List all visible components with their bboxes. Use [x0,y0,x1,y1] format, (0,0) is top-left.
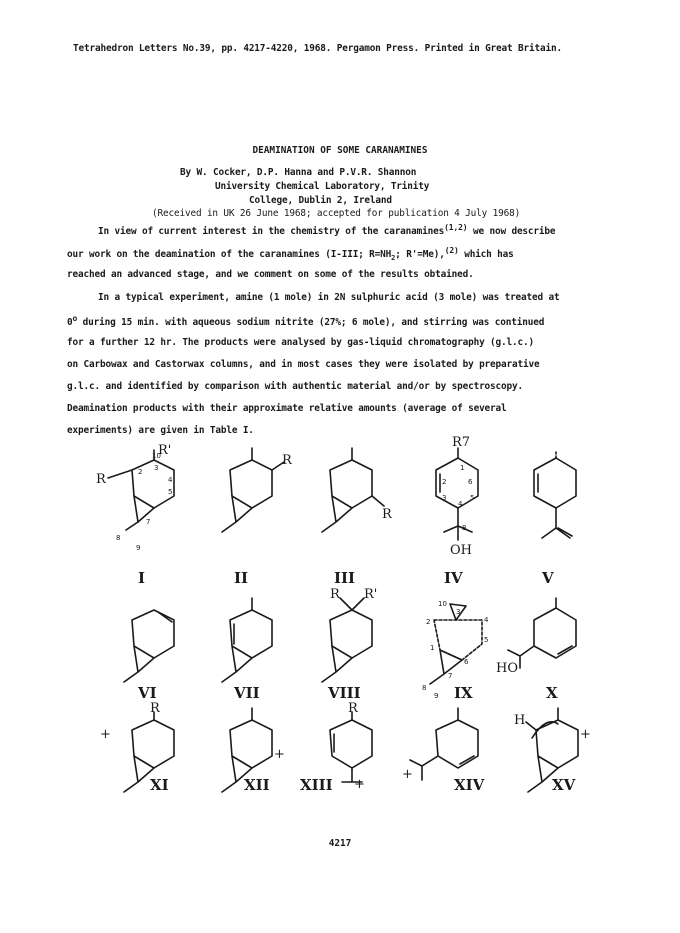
n10-label: 10 [152,452,161,460]
structure-figure [70,435,630,800]
structure-V [534,450,576,587]
numeral-VIII: VIII [328,684,361,702]
author-line: By W. Cocker, D.P. Hanna and P.V.R. Shannon [180,167,417,178]
structure-X [496,598,576,702]
structure-II [222,448,293,587]
n1-label: 1 [460,464,465,472]
paper-title: DEAMINATION OF SOME CARANAMINES [252,145,428,156]
n4-label: 4 [484,616,489,624]
degree-sign: o [72,314,78,323]
body-text: we now describe [472,226,556,238]
n1-label: 1 [430,644,435,652]
journal-header: Tetrahedron Letters No.39, pp. 4217-4220, 1968. Pergamon Press. Printed in Great Britain. [73,43,562,54]
body-line [98,223,555,237]
plus-sign: + [580,727,591,742]
structure-XIV [402,708,485,794]
structure-XII [222,708,285,794]
n9-label: 9 [136,544,141,552]
n5-label: 5 [484,636,489,644]
n3-label: 3 [456,608,461,616]
structure-III [322,448,393,587]
body-line [67,246,514,262]
body-line [67,314,544,328]
body-line: on Carbowax and Castorwax columns, and in most cases they were isolated by preparative [67,359,540,370]
n2-label: 2 [138,468,143,476]
plus-sign: + [274,747,285,762]
n5-label: 5 [168,488,173,496]
numeral-XIV: XIV [454,776,485,794]
body-line: experiments) are given in Table I. [67,425,254,436]
n7-label: 7 [146,518,151,526]
plus-sign: + [100,727,111,742]
numeral-I: I [138,569,146,587]
r-label: R [150,701,160,716]
structure-XI [100,701,174,794]
body-text: In view of current interest in the chemistry of the caranamines [98,226,445,238]
r-label: R [330,587,340,602]
r-label: R [348,701,358,716]
numeral-II: II [234,569,249,587]
n8-label: 8 [422,684,427,692]
numeral-X: X [546,684,558,702]
n8-label: 8 [116,534,121,542]
n2-label: 2 [442,478,447,486]
body-text: which has [464,249,514,261]
n4-label: 4 [168,476,173,484]
structure-XV [514,708,591,794]
numeral-VI: VI [138,684,157,702]
body-text: ; R'=Me), [395,249,445,261]
structure-IX [422,600,489,702]
structure-IV [436,435,478,587]
subscript: 2 [391,254,396,262]
plus-sign: + [354,777,365,792]
n2-label: 2 [426,618,431,626]
r-prime-label: R' [364,587,378,602]
n10-label: 10 [438,600,447,608]
numeral-XV: XV [552,776,576,794]
n5-label: 5 [470,494,475,502]
n3-label: 3 [442,494,447,502]
r7-label: R7 [452,435,471,450]
page-number: 4217 [328,838,352,849]
ho-label: HO [496,661,518,676]
structure-VII [222,598,272,702]
affiliation-line-2: College, Dublin 2, Ireland [249,195,392,206]
structure-VI [124,610,174,702]
numeral-XII: XII [244,776,270,794]
received-line: (Received in UK 26 June 1968; accepted for publication 4 July 1968) [152,208,521,219]
body-line: for a further 12 hr. The products were analysed by gas-liquid chromatography (g.l.c.) [67,337,535,348]
body-text: 0 [67,317,73,329]
numeral-V: V [542,569,554,587]
r-label: R [282,453,292,468]
n3-label: 3 [154,464,159,472]
r-label: R [96,472,106,487]
n4-label: 4 [458,500,463,508]
r-prime-label: R' [158,443,172,458]
body-text: our work on the deamination of the caranamines (I-III; R=NH [67,249,392,261]
h-label: H [514,713,526,728]
numeral-XIII: XIII [300,776,333,794]
numeral-IX: IX [454,684,473,702]
numeral-XI: XI [150,776,169,794]
n6-label: 6 [464,658,469,666]
body-line: In a typical experiment, amine (1 mole) in 2N sulphuric acid (3 mole) was treated at [98,292,560,303]
body-line: g.l.c. and identified by comparison with authentic material and/or by spectroscopy. [67,381,524,392]
r-label: R [382,507,392,522]
n7-label: 7 [448,672,453,680]
body-text: during 15 min. with aqueous sodium nitrite (27%; 6 mole), and stirring was continued [82,317,545,329]
structures-svg [70,435,630,800]
structure-VIII [322,587,377,702]
affiliation-line-1: University Chemical Laboratory, Trinity [215,181,430,192]
numeral-III: III [334,569,356,587]
n9-label: 9 [434,692,439,700]
citation-marker: (2) [444,246,459,255]
n8-label: 8 [462,524,467,532]
body-line: reached an advanced stage, and we comment on some of the results obtained. [67,269,474,280]
n6-label: 6 [468,478,473,486]
citation-marker: (1,2) [444,223,468,232]
numeral-VII: VII [234,684,260,702]
structure-I [96,443,174,587]
numeral-IV: IV [444,569,463,587]
structure-XIII [300,701,372,794]
plus-sign: + [402,767,413,782]
body-line: Deamination products with their approximate relative amounts (average of several [67,403,507,414]
oh-label: OH [450,543,472,558]
